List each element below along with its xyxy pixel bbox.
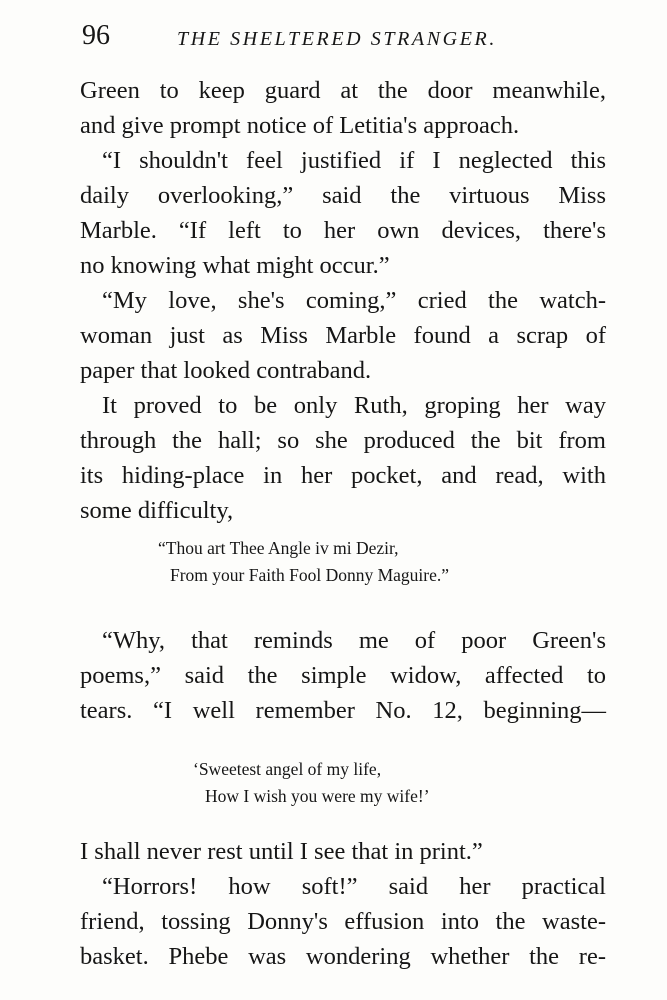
verse-line: ‘Sweetest angel of my life, [193,759,382,779]
text-line: its hiding-place in her pocket, and read, with [80,462,606,489]
text-line: poems,” said the simple widow, affected to [80,662,606,689]
text-line: daily overlooking,” said the virtuous Miss [80,182,606,209]
text-line: and give prompt notice of Letitia's approach. [80,112,520,139]
text-line: tears. “I well remember No. 12, beginning— [80,697,606,724]
text-line: through the hall; so she produced the bit from [80,427,606,454]
text-line: “My love, she's coming,” cried the watch- [102,287,606,314]
text-line: Marble. “If left to her own devices, there's [80,217,606,244]
text-line: I shall never rest until I see that in print.” [80,838,483,865]
text-block-2 [80,623,606,728]
verse-line: From your Faith Fool Donny Maguire.” [170,565,450,585]
text-line: woman just as Miss Marble found a scrap of [80,322,606,349]
text-line: some difficulty, [80,497,234,524]
text-line: friend, tossing Donny's effusion into the waste- [80,908,606,935]
verse-block-2 [193,756,430,810]
text-line: no knowing what might occur.” [80,252,390,279]
running-title: THE SHELTERED STRANGER. [177,28,497,50]
verse-line: How I wish you were my wife!’ [205,786,430,806]
text-line: “Why, that reminds me of poor Green's [102,627,606,654]
text-block-1 [80,73,606,528]
running-head [82,20,607,60]
text-line: basket. Phebe was wondering whether the re- [80,943,606,970]
text-line: Green to keep guard at the door meanwhile, [80,77,606,104]
text-line: It proved to be only Ruth, groping her way [102,392,606,419]
verse-line: “Thou art Thee Angle iv mi Dezir, [158,538,399,558]
page-number: 96 [82,20,110,51]
text-line: “I shouldn't feel justified if I neglected this [102,147,606,174]
text-line: paper that looked contraband. [80,357,372,384]
verse-block-1 [158,535,449,589]
text-line: “Horrors! how soft!” said her practical [102,873,606,900]
text-block-3 [80,834,606,974]
